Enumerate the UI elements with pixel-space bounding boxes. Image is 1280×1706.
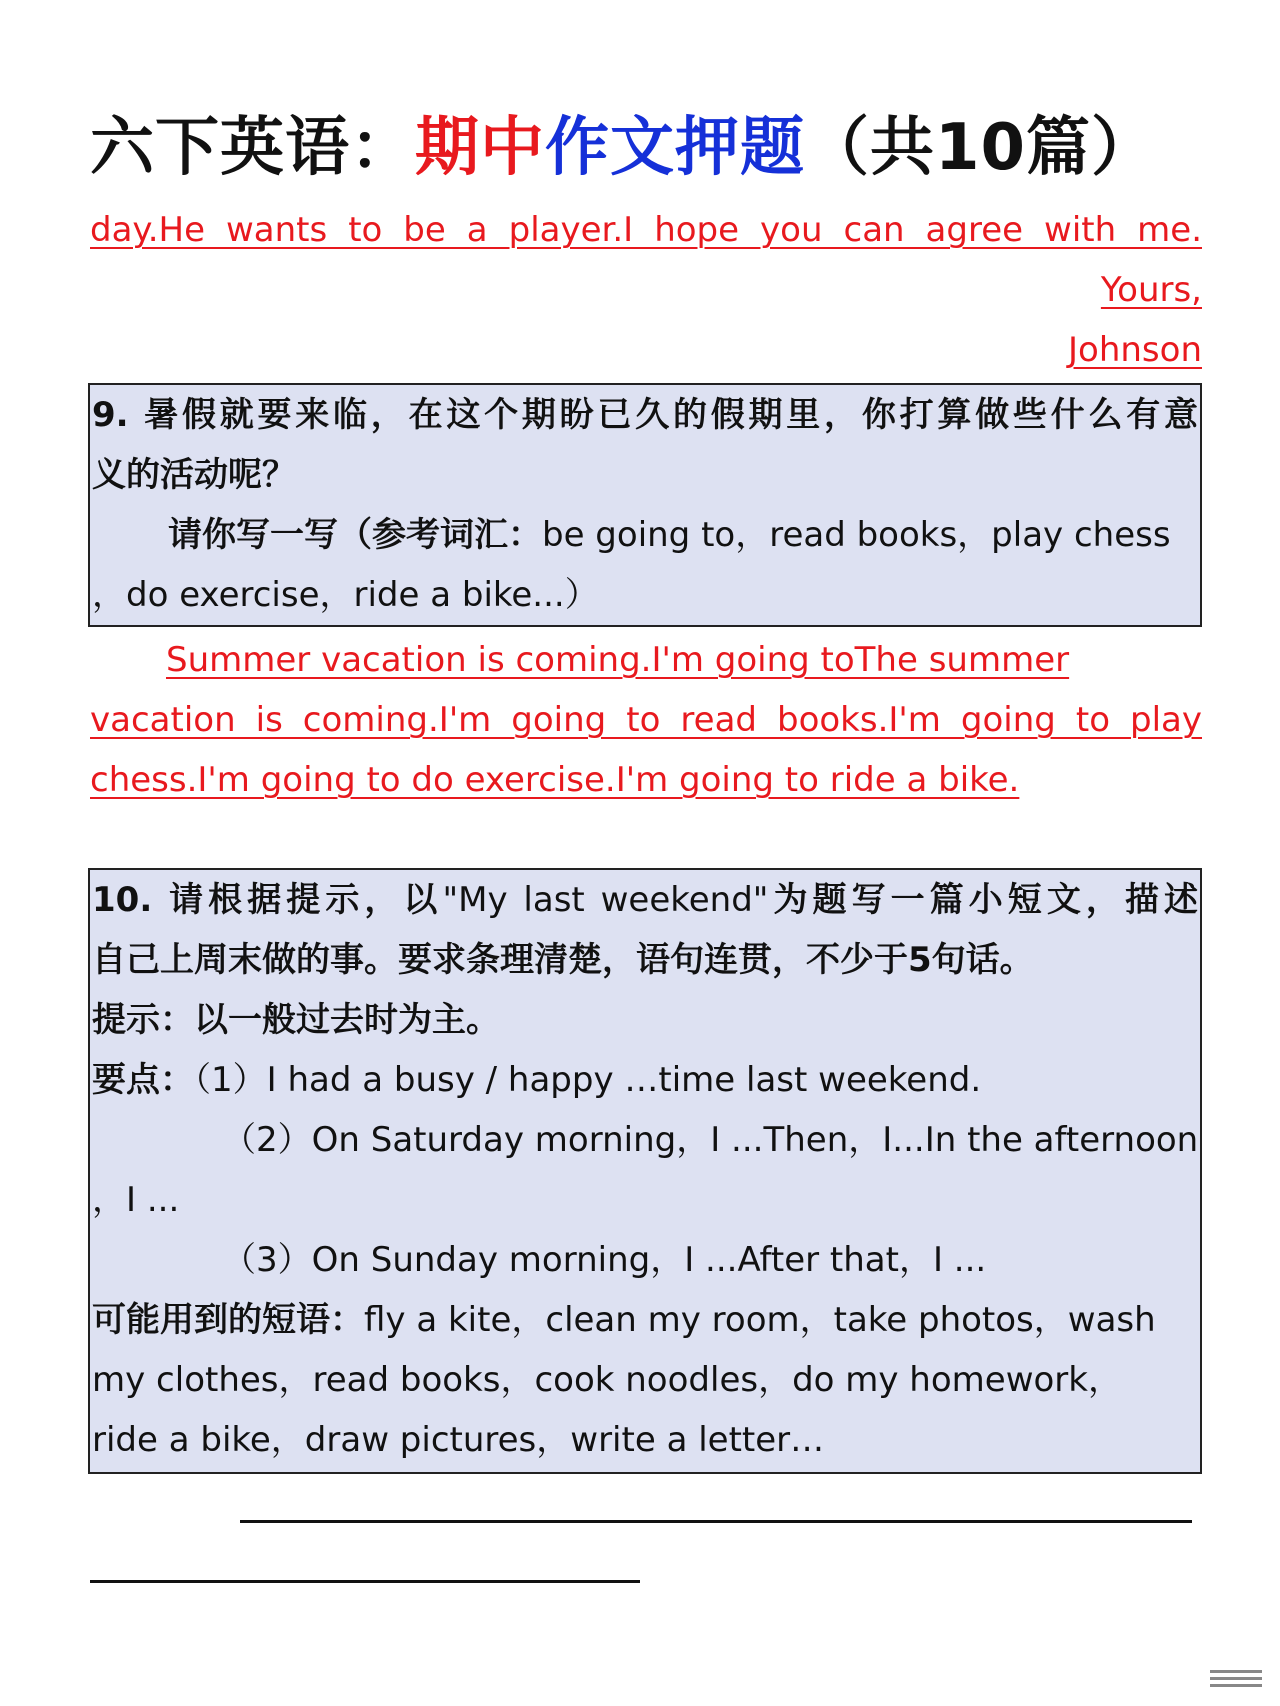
question10-line9: my clothes，read books，cook noodles，do my homework， — [92, 1360, 1122, 1400]
question10-line10: ride a bike，draw pictures，write a letter… — [92, 1420, 825, 1460]
question9-line1: 9. 暑假就要来临，在这个期盼已久的假期里，你打算做些什么有意 — [92, 395, 1198, 435]
title-count: （共10篇） — [805, 111, 1157, 185]
answer9 — [90, 630, 1202, 810]
question10-line1-b: "My last weekend" — [442, 880, 769, 920]
question10-line1 — [92, 870, 1198, 930]
answer9-line1 — [90, 630, 1202, 690]
question10-line2: 自己上周末做的事。要求条理清楚，语句连贯，不少于5句话。 — [92, 940, 1034, 980]
answer9-line3 — [90, 750, 1202, 810]
answer9-line2-text: vacation is coming.I'm going to read books.I'm going to play — [90, 700, 1202, 740]
answer8-line1: day.He wants to be a player.I hope you can agree with me. — [90, 210, 1202, 250]
answer-blank-line-1 — [240, 1520, 1192, 1523]
answer9-line1-text: Summer vacation is coming.I'm going toThe summer — [166, 640, 1070, 680]
question10-line8-en: fly a kite，clean my room，take photos，wash — [364, 1300, 1156, 1340]
question10-line4 — [92, 1050, 1198, 1110]
question10-line8-cn: 可能用到的短语： — [92, 1300, 364, 1340]
question9-box — [88, 383, 1202, 627]
question10-line1-a: 10. 请根据提示，以 — [92, 880, 443, 920]
question9-line3-cn: 请你写一写（参考词汇： — [168, 515, 542, 555]
question10-line4-cn: 要点： — [92, 1060, 194, 1100]
question9-line4: ，do exercise，ride a bike...） — [92, 575, 599, 615]
answer-blank-line-2 — [90, 1580, 640, 1583]
question9-line3-en: be going to，read books，play chess — [542, 515, 1171, 555]
menu-lines-icon — [1210, 1670, 1262, 1691]
title-midterm: 期中 — [415, 111, 545, 185]
title-essay-prediction: 作文押题 — [545, 111, 805, 185]
question10-line8 — [92, 1290, 1198, 1350]
question10-box — [88, 868, 1202, 1474]
answer9-line2 — [90, 690, 1202, 750]
question10-line4-en: （1）I had a busy / happy …time last weekend. — [194, 1060, 982, 1100]
question9-line2: 义的活动呢？ — [92, 455, 296, 495]
answer8-signature: Johnson — [1068, 330, 1202, 370]
title-prefix: 六下英语： — [90, 111, 415, 185]
question10-line3: 提示：以一般过去时为主。 — [92, 1000, 500, 1040]
page-title — [90, 108, 1156, 188]
question10-line1-c: 为题写一篇小短文，描述 — [768, 880, 1198, 920]
question10-line5: （2）On Saturday morning，I ...Then，I...In the afternoon — [222, 1120, 1198, 1160]
answer8-closing: Yours, — [1100, 270, 1202, 310]
question9-line3 — [92, 505, 1198, 565]
answer9-line3-text: chess.I'm going to do exercise.I'm going to ride a bike. — [90, 760, 1020, 800]
question10-line7: （3）On Sunday morning，I ...After that，I ... — [222, 1240, 987, 1280]
question10-line6: ，I ... — [92, 1180, 180, 1220]
